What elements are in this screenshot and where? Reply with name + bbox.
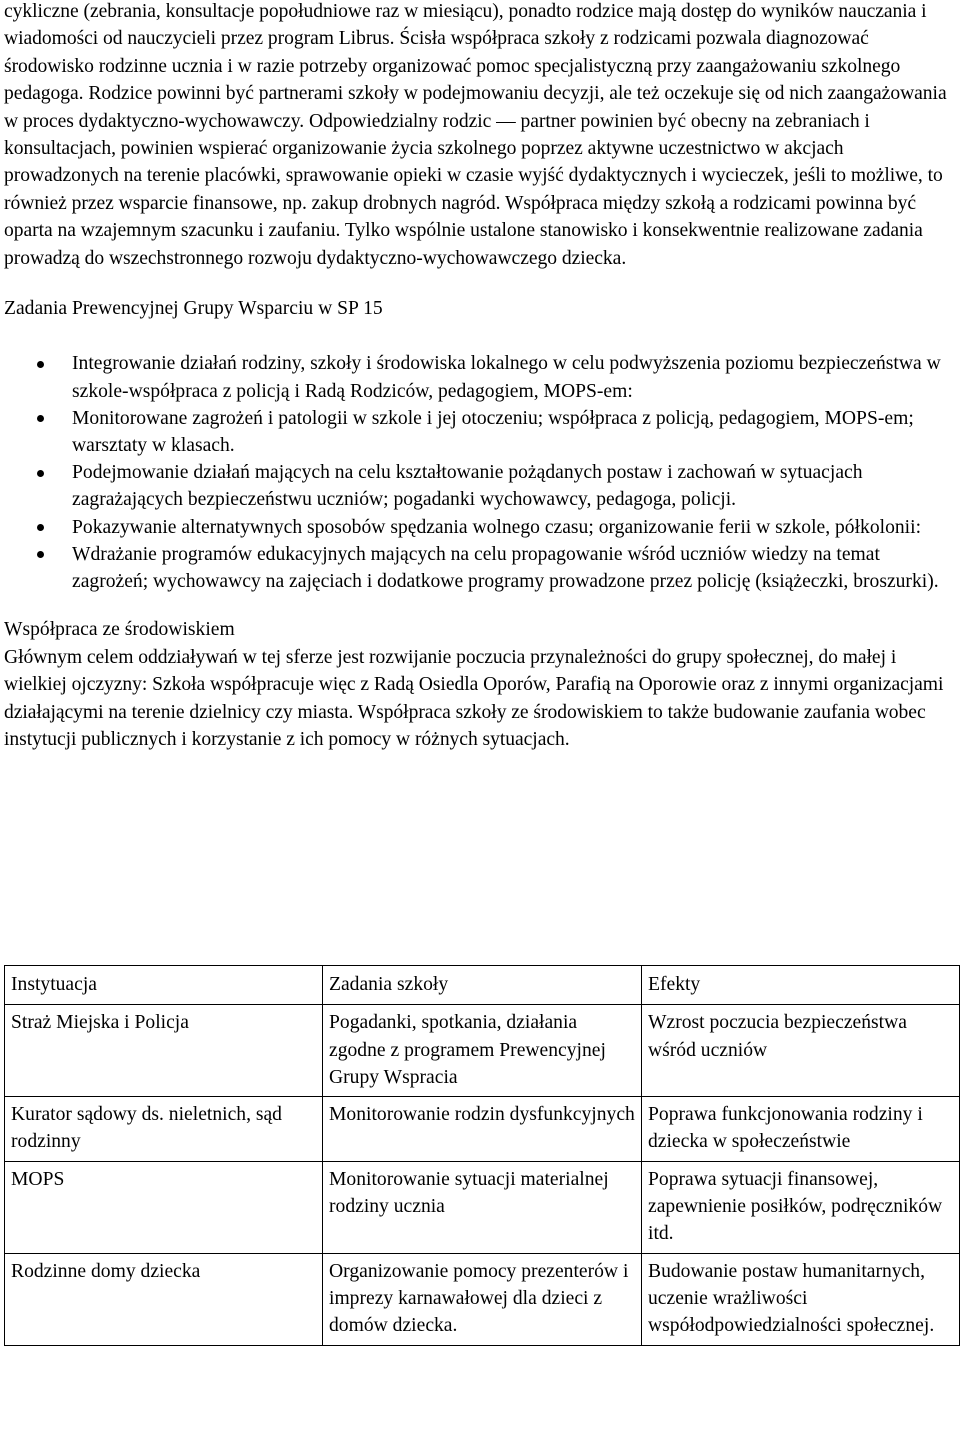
zadania-heading: Zadania Prewencyjnej Grupy Wsparciu w SP 15	[4, 298, 383, 320]
list-item	[4, 514, 956, 541]
wspolpraca-paragraph: Głównym celem oddziaływań w tej sferze jest rozwijanie poczucia przynależności do grupy społecznej, do małej i wielkiej ojczyzny: Szkoła współpracuje więc z Radą Osiedla Oporów, Parafią na Oporowie oraz z innymi organizacjami działającymi na terenie dzielnicy czy miasta. Współpraca szkoły ze środowiskiem to także budowanie zaufania wobec instytucji publicznych i korzystanie z ich pomocy w różnych sytuacjach.	[4, 646, 944, 750]
table-row	[5, 1253, 960, 1345]
bullet-icon	[37, 415, 44, 422]
table-row	[5, 1005, 960, 1097]
list-item-text: Wdrażanie programów edukacyjnych mających na celu propagowanie wśród uczniów wiedzy na temat zagrożeń; wychowawcy na zajęciach i dodatkowe programy prowadzone przez policję (książeczki, broszurki).	[72, 543, 939, 593]
table-cell: Straż Miejska i Policja	[5, 1005, 323, 1097]
list-item	[4, 350, 956, 404]
intro-paragraph: cykliczne (zebrania, konsultacje popołudniowe raz w miesiącu), ponadto rodzice mają dostęp do wyników nauczania i wiadomości od nauczycieli przez program Librus. Ścisła współpraca szkoły z rodzicami pozwala diagnozować środowisko rodzinne ucznia i w razie potrzeby organizować pomoc specjalistyczną przy zaangażowaniu szkolnego pedagoga. Rodzice powinni być partnerami szkoły w podejmowaniu decyzji, ale też oczekuje się od nich zaangażowania w proces dydaktyczno-wychowawczy. Odpowiedzialny rodzic — partner powinien być obecny na zebraniach i konsultacjach, powinien wspierać organizowanie życia szkolnego poprzez aktywne uczestnictwo w akcjach prowadzonych na terenie placówki, sprawowanie opieki w czasie wyjść dydaktycznych i wycieczek, jeśli to możliwe, to również przez wsparcie finansowe, np. zakup drobnych nagród. Współpraca między szkołą a rodzicami powinna być oparta na wzajemnym szacunku i zaufaniu. Tylko wspólnie ustalone stanowisko i konsekwentnie realizowane zadania prowadzą do wszechstronnego rozwoju dydaktyczno-wychowawczego dziecka.	[4, 1, 947, 269]
table-cell: Poprawa sytuacji finansowej, zapewnienie posiłków, podręczników itd.	[642, 1161, 960, 1253]
table-cell: MOPS	[5, 1161, 323, 1253]
column-header-zadania: Zadania szkoły	[323, 966, 642, 1005]
table-cell: Monitorowanie sytuacji materialnej rodziny ucznia	[323, 1161, 642, 1253]
table-row	[5, 1097, 960, 1162]
table-cell: Kurator sądowy ds. nieletnich, sąd rodzinny	[5, 1097, 323, 1162]
bullet-icon	[37, 524, 44, 531]
list-item-text: Podejmowanie działań mających na celu kształtowanie pożądanych postaw i zachowań w sytuacjach zagrażających bezpieczeństwu uczniów; pogadanki wychowawcy, pedagoga, policji.	[72, 462, 863, 511]
list-item-text: Integrowanie działań rodziny, szkoły i środowiska lokalnego w celu podwyższenia poziomu bezpieczeństwa w szkole-współpraca z policją i Radą Rodziców, pedagogiem, MOPS-em:	[72, 353, 941, 402]
list-item	[4, 405, 956, 459]
table-cell: Poprawa funkcjonowania rodziny i dziecka w społeczeństwie	[642, 1097, 960, 1162]
list-item-text: Pokazywanie alternatywnych sposobów spędzania wolnego czasu; organizowanie ferii w szkole, półkolonii:	[72, 516, 922, 538]
column-header-instytucja: Instytuacja	[5, 966, 323, 1005]
table-cell: Wzrost poczucia bezpieczeństwa wśród uczniów	[642, 1005, 960, 1097]
table-cell: Organizowanie pomocy prezenterów i imprezy karnawałowej dla dzieci z domów dziecka.	[323, 1253, 642, 1345]
document-page	[4, 0, 956, 1337]
bullet-icon	[37, 470, 44, 477]
zadania-list	[4, 350, 956, 595]
institutions-table	[4, 965, 960, 1346]
table-cell: Rodzinne domy dziecka	[5, 1253, 323, 1345]
column-header-efekty: Efekty	[642, 966, 960, 1005]
table-cell: Pogadanki, spotkania, działania zgodne z programem Prewencyjnej Grupy Wspracia	[323, 1005, 642, 1097]
table-cell: Budowanie postaw humanitarnych, uczenie wrażliwości współodpowiedzialności społecznej.	[642, 1253, 960, 1345]
list-item-text: Monitorowane zagrożeń i patologii w szkole i jej otoczeniu; współpraca z policją, pedagogiem, MOPS-em; warsztaty w klasach.	[72, 407, 914, 457]
table-cell: Monitorowanie rodzin dysfunkcyjnych	[323, 1097, 642, 1162]
bullet-icon	[37, 551, 44, 558]
table-row	[5, 1161, 960, 1253]
wspolpraca-heading: Współpraca ze środowiskiem	[4, 619, 235, 641]
table-header-row	[5, 966, 960, 1005]
list-item	[4, 541, 956, 595]
list-item	[4, 459, 956, 513]
bullet-icon	[37, 361, 44, 368]
